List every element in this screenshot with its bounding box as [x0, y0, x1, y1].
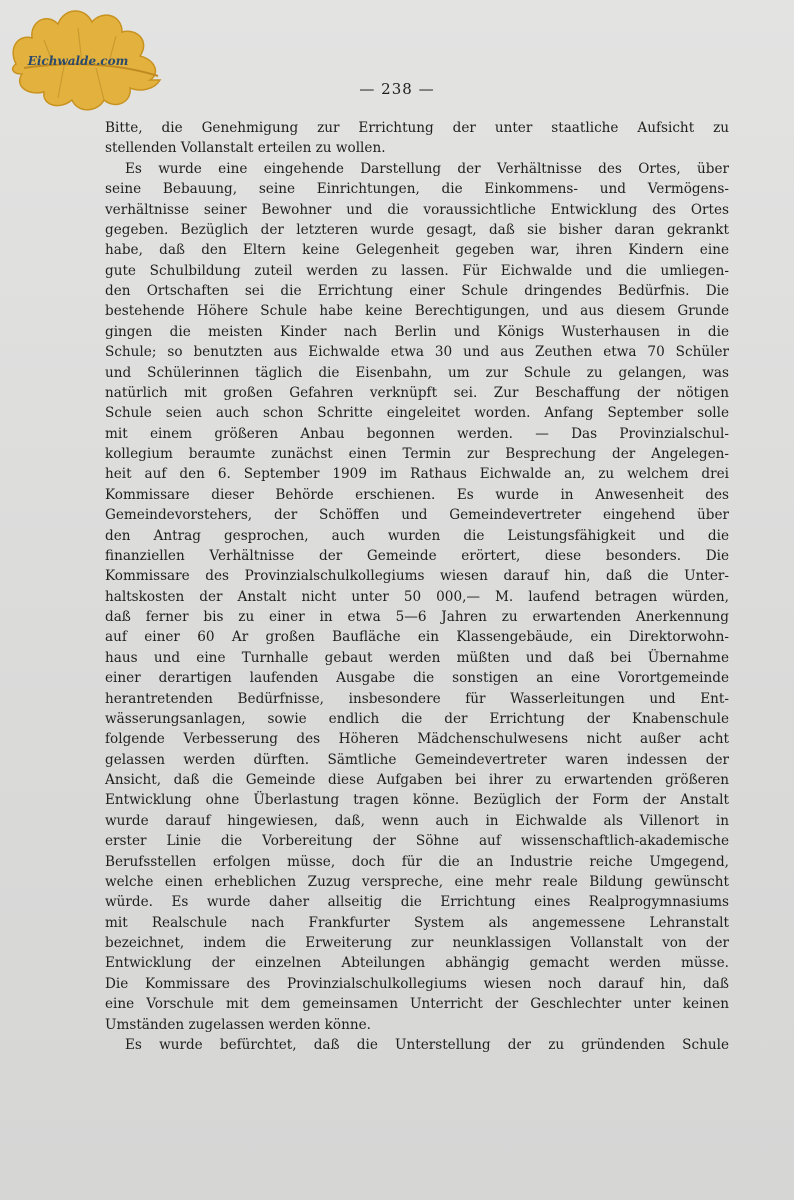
- text-line: gelassen werden dürften. Sämtliche Gemeindevertreter waren indessen der: [105, 751, 729, 768]
- text-line: Es wurde eine eingehende Darstellung der Verhältnisse des Ortes, über: [125, 160, 729, 177]
- text-line: Entwicklung der einzelnen Abteilungen abhängig gemacht werden müsse.: [105, 955, 729, 972]
- text-line: stellenden Vollanstalt erteilen zu wollen.: [105, 140, 386, 157]
- text-line: Schule; so benutzten aus Eichwalde etwa 30 und aus Zeuthen etwa 70 Schüler: [105, 344, 729, 361]
- text-line: Entwicklung ohne Überlastung tragen könne. Bezüglich der Form der Anstalt: [105, 792, 729, 809]
- text-line: gegeben. Bezüglich der letzteren wurde gesagt, daß sie bisher daran gekrankt: [105, 221, 729, 238]
- text-line: welche einen erheblichen Zuzug verspreche, eine mehr reale Bildung gewünscht: [105, 873, 729, 890]
- text-line: Umständen zugelassen werden könne.: [105, 1016, 371, 1033]
- text-line: einer derartigen laufenden Ausgabe die sonstigen an eine Vorortgemeinde: [105, 670, 729, 687]
- text-line: bestehende Höhere Schule habe keine Berechtigungen, und aus diesem Grunde: [105, 303, 729, 320]
- text-line: eine Vorschule mit dem gemeinsamen Unterricht der Geschlechter unter keinen: [105, 996, 729, 1013]
- body-text: [105, 118, 729, 1055]
- text-line: folgende Verbesserung des Höheren Mädchenschulwesens nicht außer acht: [105, 731, 729, 748]
- text-line: verhältnisse seiner Bewohner und die voraussichtliche Entwicklung des Ortes: [105, 201, 729, 218]
- text-line: Kommissare dieser Behörde erschienen. Es wurde in Anwesenheit des: [105, 486, 729, 503]
- text-line: Bitte, die Genehmigung zur Errichtung der unter staatliche Aufsicht zu: [105, 120, 729, 136]
- text-line: kollegium beraumte zunächst einen Termin zur Besprechung der Angelegen-: [105, 446, 729, 462]
- text-line: Kommissare des Provinzialschulkollegiums wiesen darauf hin, daß die Unter-: [105, 568, 729, 585]
- text-line: mit einem größeren Anbau begonnen werden. — Das Provinzialschul-: [105, 425, 729, 442]
- page-number: — 238 —: [359, 80, 435, 98]
- text-line: den Ortschaften sei die Errichtung einer Schule dringendes Bedürfnis. Die: [105, 283, 729, 299]
- text-line: wurde darauf hingewiesen, daß, wenn auch in Eichwalde als Villenort in: [105, 812, 729, 829]
- text-line: Schule seien auch schon Schritte eingeleitet worden. Anfang September solle: [105, 405, 729, 422]
- text-line: daß ferner bis zu einer in etwa 5—6 Jahren zu erwartenden Anerkennung: [105, 609, 729, 625]
- text-line: bezeichnet, indem die Erweiterung zur neunklassigen Vollanstalt von der: [105, 935, 729, 951]
- text-line: Ansicht, daß die Gemeinde diese Aufgaben bei ihrer zu erwartenden größeren: [105, 772, 729, 788]
- text-line: haus und eine Turnhalle gebaut werden müßten und daß bei Übernahme: [105, 649, 729, 666]
- text-line: herantretenden Bedürfnisse, insbesondere für Wasserleitungen und Ent-: [105, 690, 729, 707]
- text-line: natürlich mit großen Gefahren verknüpft sei. Zur Beschaffung der nötigen: [105, 384, 729, 401]
- text-line: auf einer 60 Ar großen Baufläche ein Klassengebäude, ein Direktorwohn-: [105, 629, 729, 646]
- text-line: würde. Es wurde daher allseitig die Errichtung eines Realprogymnasiums: [105, 894, 729, 911]
- text-line: habe, daß den Eltern keine Gelegenheit gegeben war, ihren Kindern eine: [105, 242, 729, 259]
- text-line: Berufsstellen erfolgen müsse, doch für die an Industrie reiche Umgegend,: [105, 853, 729, 870]
- text-line: und Schülerinnen täglich die Eisenbahn, um zur Schule zu gelangen, was: [105, 364, 729, 381]
- text-line: mit Realschule nach Frankfurter System als angemessene Lehranstalt: [105, 914, 729, 931]
- logo-text: Eichwalde.com: [27, 54, 129, 68]
- text-line: den Antrag gesprochen, auch wurden die Leistungsfähigkeit und die: [105, 527, 729, 544]
- text-line: Es wurde befürchtet, daß die Unterstellung der zu gründenden Schule: [125, 1036, 729, 1053]
- text-line: Gemeindevorstehers, der Schöffen und Gemeindevertreter eingehend über: [105, 507, 729, 524]
- text-line: finanziellen Verhältnisse der Gemeinde erörtert, diese besonders. Die: [105, 547, 729, 564]
- text-line: heit auf den 6. September 1909 im Rathaus Eichwalde an, zu welchem drei: [105, 466, 729, 483]
- text-line: gingen die meisten Kinder nach Berlin und Königs Wusterhausen in die: [105, 323, 729, 340]
- text-line: Die Kommissare des Provinzialschulkollegiums wiesen noch darauf hin, daß: [105, 975, 729, 992]
- text-line: gute Schulbildung zuteil werden zu lassen. Für Eichwalde und die umliegen-: [105, 262, 729, 279]
- text-line: erster Linie die Vorbereitung der Söhne auf wissenschaftlich-akademische: [105, 833, 729, 850]
- eichwalde-logo[interactable]: [4, 4, 164, 116]
- text-line: haltskosten der Anstalt nicht unter 50 000,— M. laufend betragen würden,: [105, 588, 729, 605]
- text-line: seine Bebauung, seine Einrichtungen, die Einkommens- und Vermögens-: [105, 181, 729, 198]
- text-line: wässerungsanlagen, sowie endlich die der Errichtung der Knabenschule: [105, 710, 729, 727]
